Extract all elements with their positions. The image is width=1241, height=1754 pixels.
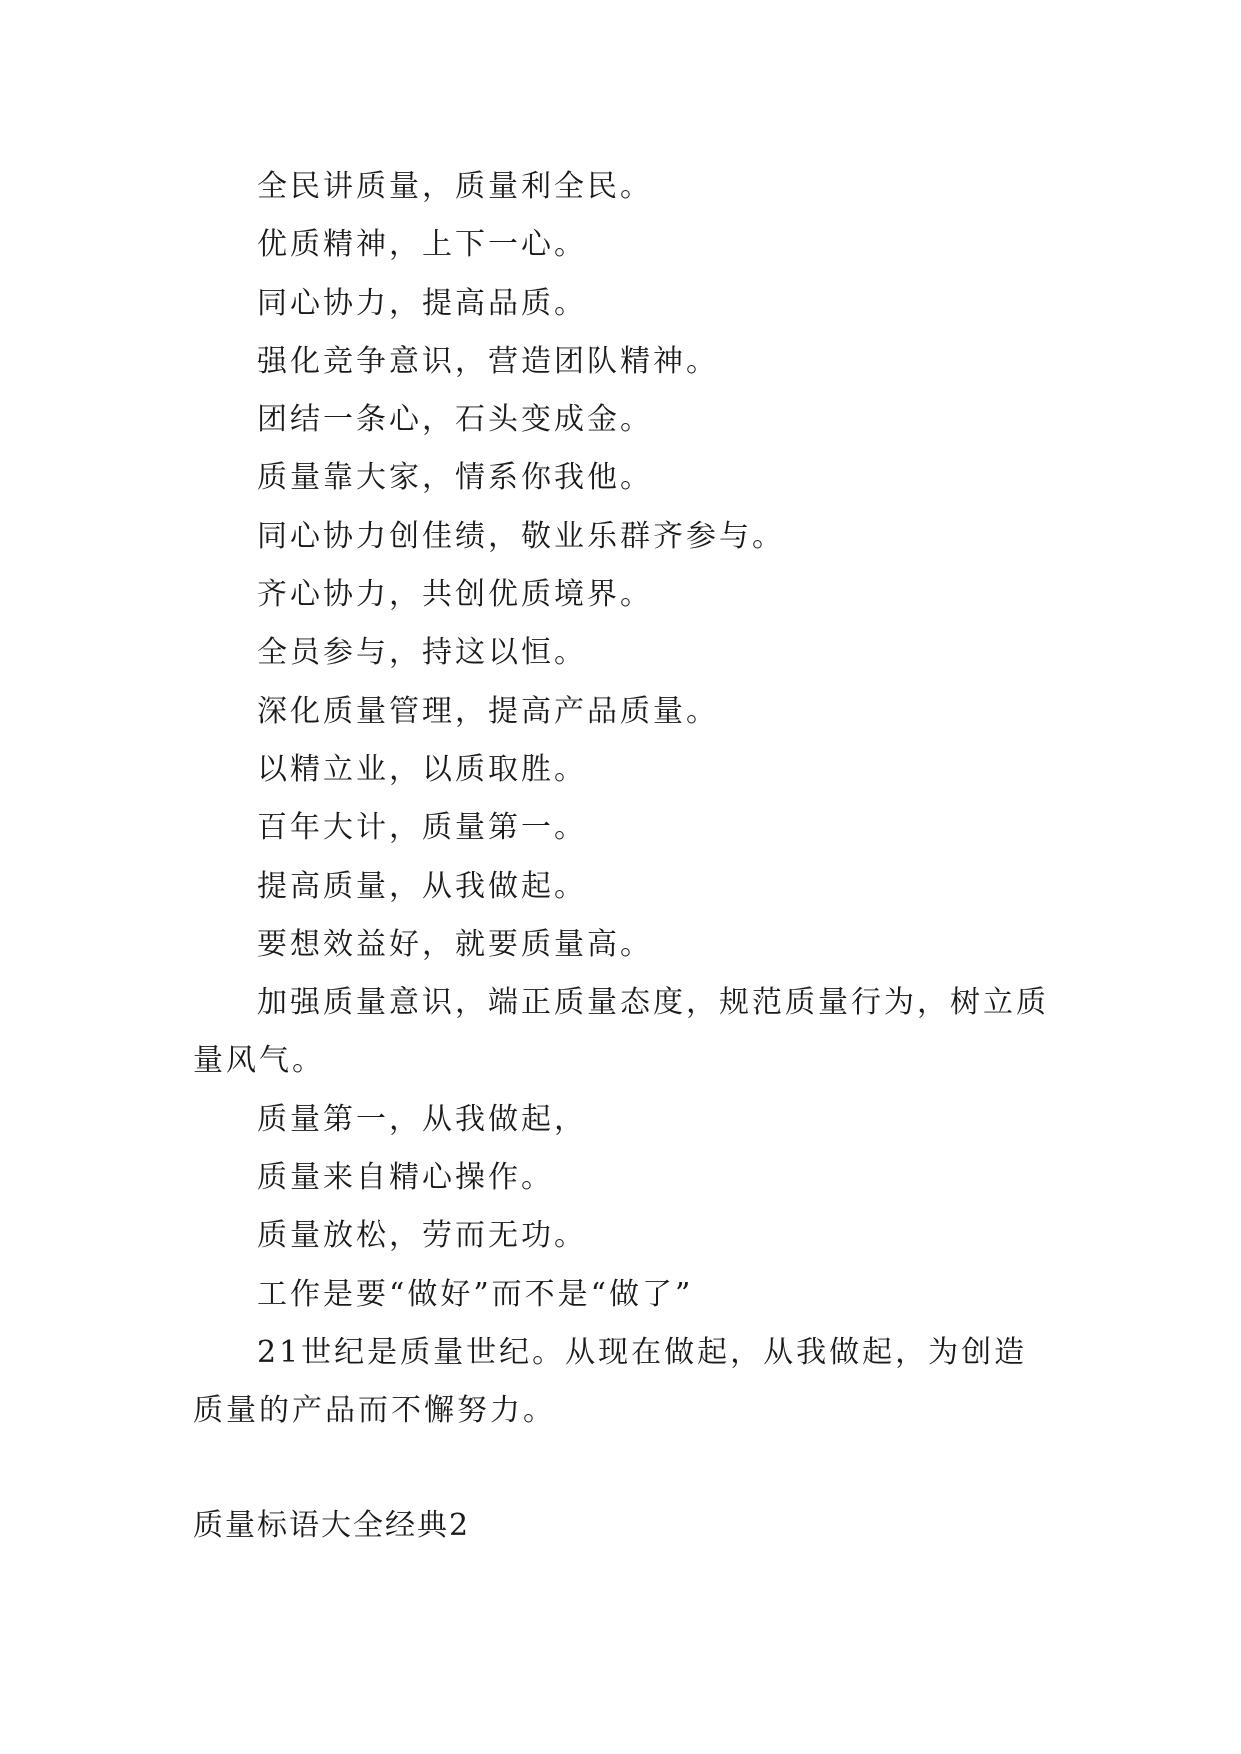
section-heading: 质量标语大全经典2 <box>193 1508 471 1543</box>
paragraph: 要想效益好，就要质量高。 <box>257 926 653 962</box>
paragraph: 以精立业，以质取胜。 <box>257 751 587 787</box>
paragraph: 工作是要“做好”而不是“做了” <box>257 1276 694 1312</box>
document-body <box>193 158 1053 1441</box>
paragraph: 质量放松，劳而无功。 <box>257 1218 587 1254</box>
paragraph: 加强质量意识，端正质量态度，规范质量行为，树立质量风气。 <box>193 985 1049 1079</box>
paragraph: 团结一条心，石头变成金。 <box>257 402 653 438</box>
paragraph: 同心协力创佳绩，敬业乐群齐参与。 <box>257 518 785 554</box>
paragraph: 全员参与，持这以恒。 <box>257 635 587 671</box>
paragraph: 强化竞争意识，营造团队精神。 <box>257 343 719 379</box>
paragraph: 全民讲质量，质量利全民。 <box>257 169 653 204</box>
paragraph: 深化质量管理，提高产品质量。 <box>257 693 719 729</box>
paragraph: 优质精神，上下一心。 <box>257 227 587 263</box>
paragraph: 同心协力，提高品质。 <box>257 285 587 321</box>
paragraph: 百年大计，质量第一。 <box>257 810 587 846</box>
paragraph: 21世纪是质量世纪。从现在做起，从我做起，为创造质量的产品而不懈努力。 <box>193 1334 1028 1429</box>
paragraph: 提高质量，从我做起。 <box>257 868 587 904</box>
paragraph: 齐心协力，共创优质境界。 <box>257 577 653 613</box>
paragraph: 质量来自精心操作。 <box>257 1160 554 1196</box>
paragraph: 质量第一，从我做起， <box>257 1101 587 1137</box>
paragraph: 质量靠大家，情系你我他。 <box>257 460 653 496</box>
